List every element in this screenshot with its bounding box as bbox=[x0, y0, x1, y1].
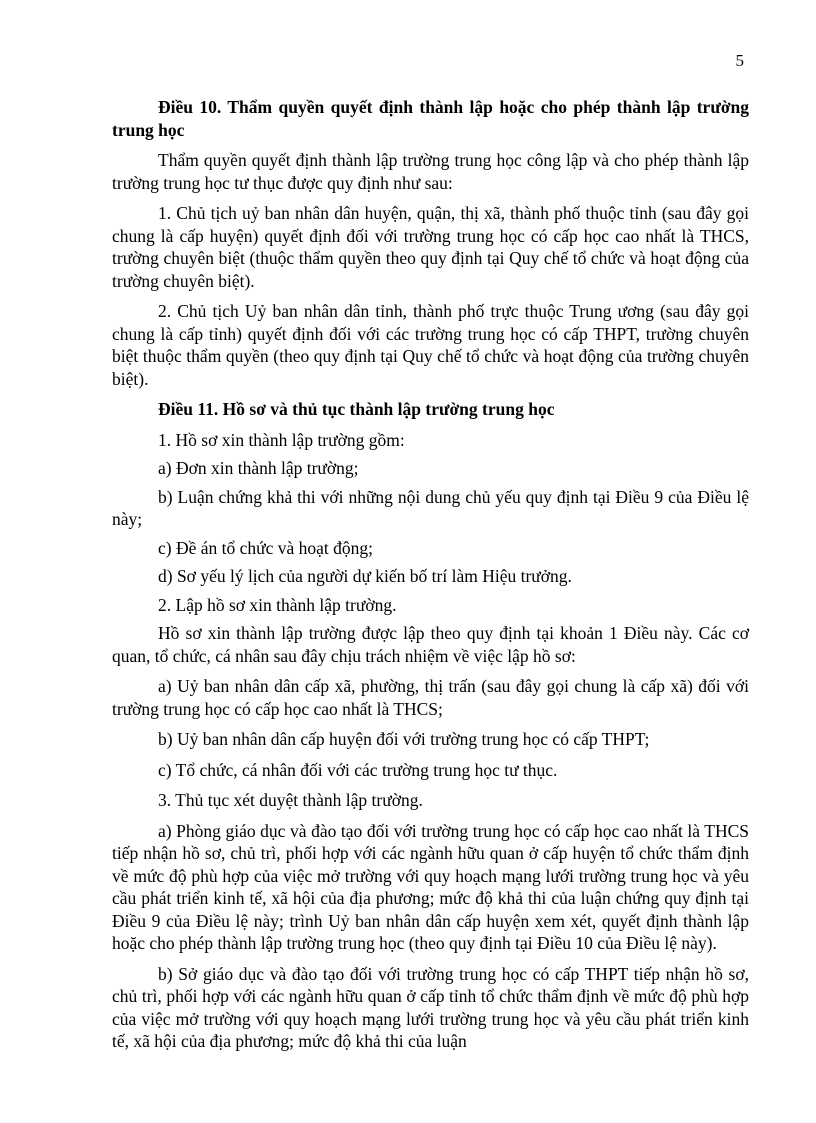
paragraph: 1. Hồ sơ xin thành lập trường gồm: bbox=[158, 429, 405, 450]
paragraph: c) Đề án tổ chức và hoạt động; bbox=[158, 537, 374, 558]
paragraph: 1. Chủ tịch uỷ ban nhân dân huyện, quận, thị xã, thành phố thuộc tỉnh (sau đây gọi chung là cấp huyện) quyết định đối với trường trung học có cấp học cao nhất là THCS, trường chuyên biệt (thuộc thẩm quyền theo quy định tại Quy chế tổ chức và hoạt động của trường chuyên biệt). bbox=[112, 203, 749, 291]
paragraph: b) Uỷ ban nhân dân cấp huyện đối với trường trung học có cấp THPT; bbox=[158, 729, 650, 749]
paragraph: d) Sơ yếu lý lịch của người dự kiến bố trí làm Hiệu trưởng. bbox=[158, 566, 572, 586]
paragraph: Hồ sơ xin thành lập trường được lập theo quy định tại khoản 1 Điều này. Các cơ quan, tổ chức, cá nhân sau đây chịu trách nhiệm về việc lập hồ sơ: bbox=[112, 623, 749, 666]
paragraph: 3. Thủ tục xét duyệt thành lập trường. bbox=[158, 790, 423, 810]
document-body bbox=[112, 96, 749, 1061]
paragraph: Thẩm quyền quyết định thành lập trường trung học công lập và cho phép thành lập trường trung học tư thục được quy định như sau: bbox=[112, 150, 749, 193]
paragraph: a) Phòng giáo dục và đào tạo đối với trường trung học có cấp học cao nhất là THCS tiếp nhận hồ sơ, chủ trì, phối hợp với các ngành hữu quan ở cấp huyện tổ chức thẩm định về mức độ phù hợp của việc mở trường với quy hoạch mạng lưới trường trung học và yêu cầu phát triển kinh tế, xã hội của địa phương; mức độ khả thi của luận chứng quy định tại Điều 9 của Điều lệ này; trình Uỷ ban nhân dân cấp huyện xem xét, quyết định thành lập hoặc cho phép thành lập trường trung học (theo quy định tại Điều 10 của Điều lệ này). bbox=[112, 820, 749, 953]
paragraph: b) Luận chứng khả thi với những nội dung chủ yếu quy định tại Điều 9 của Điều lệ này; bbox=[112, 486, 749, 529]
paragraph: 2. Chủ tịch Uỷ ban nhân dân tỉnh, thành phố trực thuộc Trung ương (sau đây gọi chung là cấp tỉnh) quyết định đối với các trường trung học có cấp THPT, trường chuyên biệt thuộc thẩm quyền (theo quy định tại Quy chế tổ chức và hoạt động của trường chuyên biệt). bbox=[112, 301, 749, 389]
paragraph: 2. Lập hồ sơ xin thành lập trường. bbox=[158, 594, 397, 615]
article-11-heading: Điều 11. Hồ sơ và thủ tục thành lập trường trung học bbox=[158, 399, 555, 419]
paragraph: b) Sở giáo dục và đào tạo đối với trường trung học có cấp THPT tiếp nhận hồ sơ, chủ trì, phối hợp với các ngành hữu quan ở cấp tỉnh tổ chức thẩm định về mức độ phù hợp của việc mở trường với quy hoạch mạng lưới trường trung học và yêu cầu phát triển kinh tế, xã hội của địa phương; mức độ khả thi của luận bbox=[112, 963, 749, 1051]
paragraph: a) Đơn xin thành lập trường; bbox=[158, 458, 359, 478]
paragraph: a) Uỷ ban nhân dân cấp xã, phường, thị trấn (sau đây gọi chung là cấp xã) đối với trường trung học có cấp học cao nhất là THCS; bbox=[112, 676, 749, 719]
page-number: 5 bbox=[735, 51, 744, 70]
paragraph: c) Tổ chức, cá nhân đối với các trường trung học tư thục. bbox=[158, 759, 558, 780]
article-10-heading: Điều 10. Thẩm quyền quyết định thành lập hoặc cho phép thành lập trường trung học bbox=[112, 97, 749, 140]
